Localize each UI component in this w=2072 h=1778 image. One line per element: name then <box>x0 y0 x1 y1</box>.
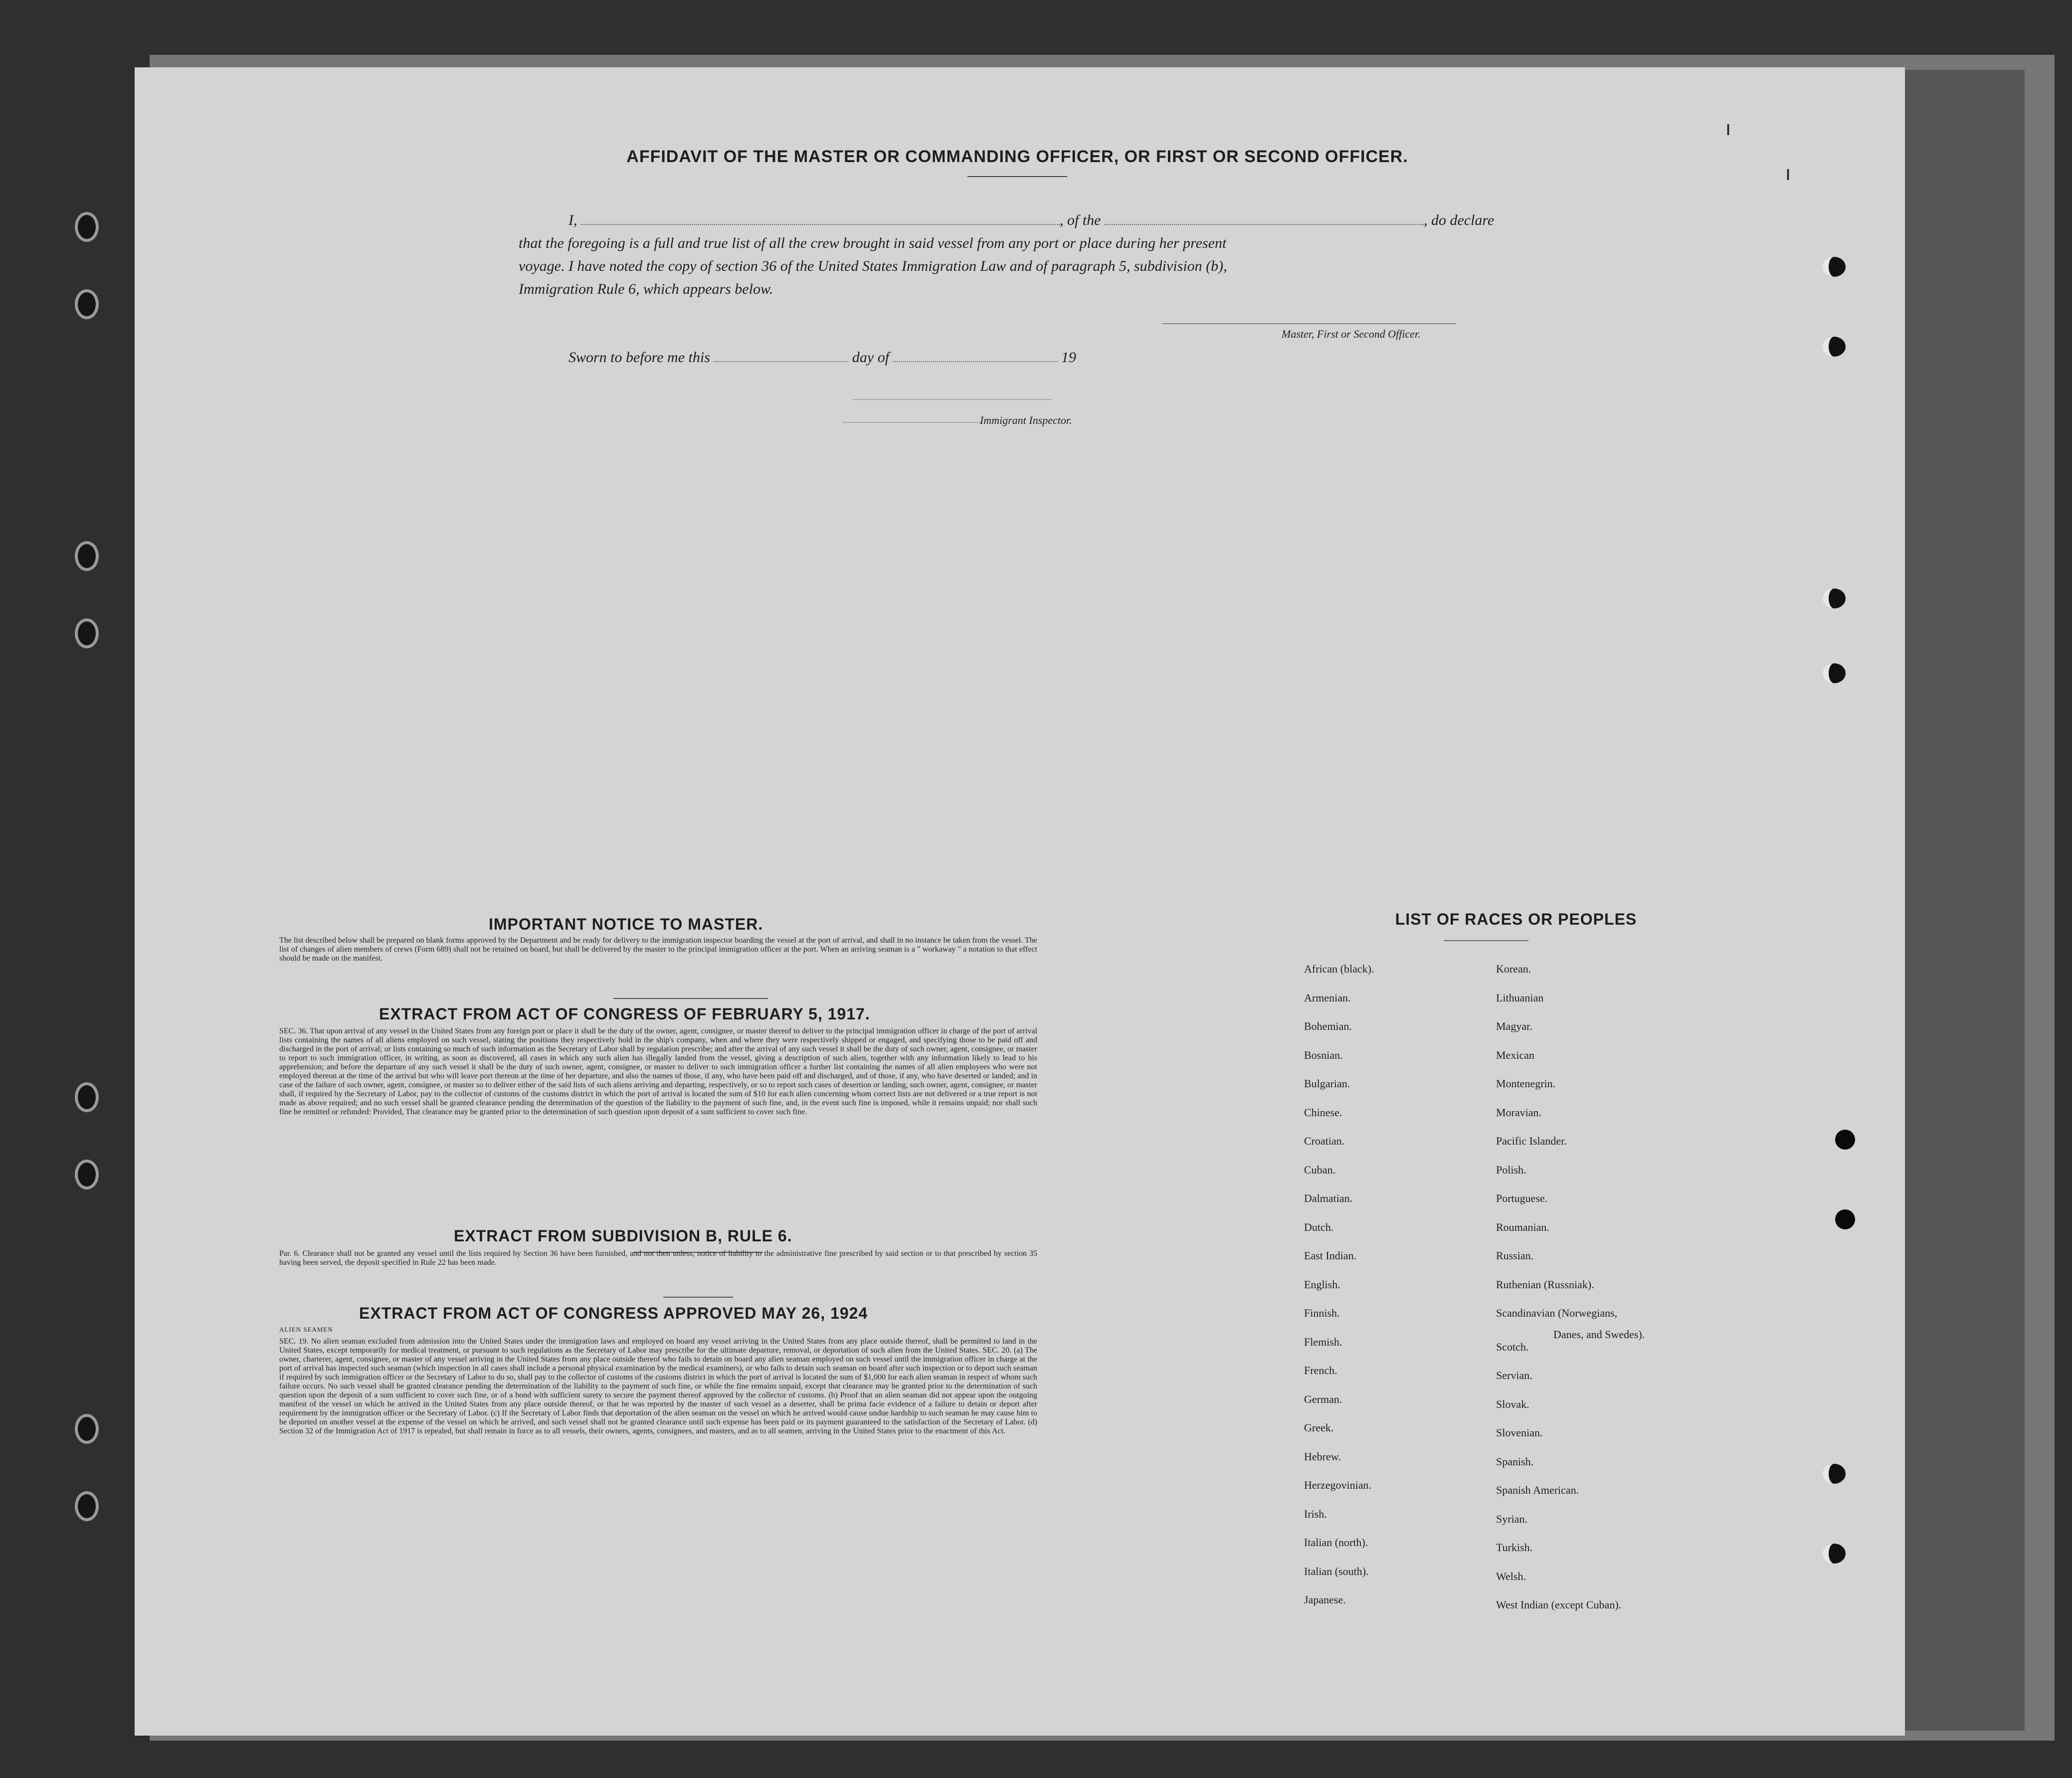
race-item: Turkish. <box>1496 1541 1533 1554</box>
race-item: Herzegovinian. <box>1304 1479 1371 1491</box>
binder-hole <box>75 1414 99 1444</box>
sworn-line <box>568 349 1076 366</box>
rule6-body: Par. 6. Clearance shall not be granted any vessel until the lists required by Section 36 have been furnished, and not then unless, notice of liability to the administrative fine prescribed by said section or to that prescribed by section 35 having been served, the deposit specified in Rule 22 has been made. <box>279 1249 1037 1267</box>
declaration-line-1 <box>568 212 1494 229</box>
race-item: Chinese. <box>1304 1106 1342 1119</box>
master-signature-label: Master, First or Second Officer. <box>1282 328 1421 340</box>
race-item: Italian (north). <box>1304 1536 1368 1549</box>
race-item: Moravian. <box>1496 1106 1542 1119</box>
handwritten-mark: ı <box>1725 117 1731 140</box>
punch-hole <box>1823 1464 1846 1484</box>
race-item: Dalmatian. <box>1304 1192 1353 1204</box>
name-blank <box>581 224 1060 225</box>
master-signature-line <box>1162 323 1456 324</box>
race-item: Bulgarian. <box>1304 1077 1350 1090</box>
race-item: Finnish. <box>1304 1307 1340 1319</box>
race-item: Hebrew. <box>1304 1450 1341 1463</box>
race-item: Bohemian. <box>1304 1020 1352 1032</box>
year-text: 19 <box>1061 349 1077 366</box>
declaration-of-the: , of the <box>1060 212 1101 228</box>
binder-hole <box>75 1082 99 1112</box>
declaration-line-2: that the foregoing is a full and true list of all the crew brought in said vessel from any port or place during her present <box>519 235 1227 251</box>
race-item: Flemish. <box>1304 1335 1342 1348</box>
extract-1917-title: EXTRACT FROM ACT OF CONGRESS OF FEBRUARY 5, 1917. <box>379 1005 870 1023</box>
race-item: Greek. <box>1304 1421 1334 1434</box>
declaration-line-4: Immigration Rule 6, which appears below. <box>519 281 773 297</box>
inspector-upper-line <box>853 399 1052 400</box>
race-item: West Indian (except Cuban). <box>1496 1598 1622 1611</box>
handwritten-mark: ı <box>1785 162 1791 185</box>
race-item: Lithuanian <box>1496 991 1544 1004</box>
race-item: German. <box>1304 1392 1342 1405</box>
race-item: Croatian. <box>1304 1135 1345 1147</box>
race-item: Russian. <box>1496 1249 1534 1262</box>
race-item: Portuguese. <box>1496 1192 1548 1204</box>
title-divider <box>967 176 1067 177</box>
declaration-declare: , do declare <box>1424 212 1495 228</box>
race-item: Bosnian. <box>1304 1048 1343 1061</box>
punch-hole <box>1823 337 1846 357</box>
race-item: Italian (south). <box>1304 1565 1369 1578</box>
race-item: Armenian. <box>1304 991 1351 1004</box>
race-item: Montenegrin. <box>1496 1077 1556 1090</box>
race-item: Slovenian. <box>1496 1426 1543 1439</box>
binder-hole <box>75 212 99 242</box>
rule6-divider <box>663 1297 733 1298</box>
race-item: Magyar. <box>1496 1020 1532 1032</box>
binder-hole <box>75 1491 99 1521</box>
race-item: Polish. <box>1496 1163 1526 1176</box>
binder-hole <box>75 541 99 571</box>
sworn-month-blank <box>893 361 1058 362</box>
races-divider <box>1444 940 1528 941</box>
punch-hole <box>1823 257 1846 277</box>
race-item: Japanese. <box>1304 1593 1346 1606</box>
race-item: Servian. <box>1496 1369 1532 1382</box>
race-item: French. <box>1304 1364 1337 1377</box>
punch-hole <box>1835 1209 1855 1229</box>
rule6-title: EXTRACT FROM SUBDIVISION B, RULE 6. <box>454 1227 792 1245</box>
inspector-signature-line <box>843 422 982 423</box>
punch-hole <box>1823 1544 1846 1564</box>
race-item: Mexican <box>1496 1048 1534 1061</box>
punch-hole <box>1823 589 1846 608</box>
races-title: LIST OF RACES OR PEOPLES <box>1395 910 1637 928</box>
punch-hole <box>1823 663 1846 683</box>
race-item: Roumanian. <box>1496 1220 1549 1233</box>
race-item: Ruthenian (Russniak). <box>1496 1278 1594 1291</box>
race-item: Scotch. <box>1496 1340 1529 1353</box>
notice-body: The list described below shall be prepared on blank forms approved by the Department and be ready for delivery to the immigration inspector boarding the vessel at the port of arrival, and shall in no instance be taken from the vessel. The list of changes of alien members of crews (Form 689) shall not be retained on board, but shall be delivered by the master to the principal immigration officer at the port. When an arriving seaman is a " workaway " a notation to that effect should be made on the manifest. <box>279 936 1037 963</box>
vessel-blank <box>1105 224 1424 225</box>
punch-hole <box>1835 1130 1855 1150</box>
race-scandinavian-cont: Danes, and Swedes). <box>1553 1328 1645 1341</box>
inspector-label: Immigrant Inspector. <box>980 414 1072 426</box>
declaration-i: I, <box>568 212 577 228</box>
race-item: Pacific Islander. <box>1496 1135 1567 1147</box>
race-item: African (black). <box>1304 963 1374 975</box>
affidavit-title: AFFIDAVIT OF THE MASTER OR COMMANDING OFFICER, OR FIRST OR SECOND OFFICER. <box>626 147 1408 166</box>
day-of-text: day of <box>852 349 890 366</box>
race-item: Spanish American. <box>1496 1484 1579 1496</box>
race-item: Scandinavian (Norwegians, <box>1496 1307 1618 1319</box>
race-item: Slovak. <box>1496 1397 1529 1410</box>
notice-divider <box>613 998 768 999</box>
extract-1917-body: SEC. 36. That upon arrival of any vessel in the United States from any foreign port or place it shall be the duty of the owner, agent, consignee, or master thereof to deliver to the principal immigration officer in charge of the port of arrival lists containing the names of all aliens employed on such vessel, stating the positions they respectively hold in the ship's company, when and where they were respectively shipped or engaged, and specifying those to be paid off and discharged in the port of arrival; or lists containing so much of such information as the Secretary of Labor shall by regulation prescribe; and after the arrival of any such vessel it shall be the duty of such owner, agent, consignee, or master to report to such immigration officer, in writing, as soon as discovered, all cases in which any such alien has illegally landed from the vessel, giving a description of such alien, together with any information likely to lead to his apprehension; and before the departure of any such vessel it shall be the duty of such owner, agent, consignee, or master to deliver to such immigration officer a further list containing the names of all alien employees who were not employed thereon at the time of the arrival but who will leave port thereon at the time of her departure, and also the names of those, if any, who have been paid off and discharged, and of those, if any, who have deserted or landed; and in case of the failure of such owner, agent, consignee, or master so to deliver either of the said lists of such aliens arriving and departing, respectively, or so to report such cases of desertion or landing, such owner, agent, consignee, or master shall, if required by the Secretary of Labor, pay to the collector of customs of the customs district in which the port of arrival is located the sum of $10 for each alien concerning whom correct lists are not delivered or a true report is not made as above required; and no such vessel shall be granted clearance pending the determination of the question of the liability to the payment of such fine, and, in the event such fine is imposed, while it remains unpaid; nor shall such fine be remitted or refunded: Provided, That clearance may be granted prior to the determination of such question upon deposit of a sum sufficient to cover such fine. <box>279 1027 1037 1116</box>
race-item: Cuban. <box>1304 1163 1335 1176</box>
race-item: Spanish. <box>1496 1455 1534 1468</box>
sworn-day-blank <box>714 361 848 362</box>
race-item: English. <box>1304 1278 1340 1291</box>
binder-hole <box>75 289 99 319</box>
declaration-line-3: voyage. I have noted the copy of section 36 of the United States Immigration Law and of paragraph 5, subdivision (b), <box>519 258 1227 274</box>
extract-1924-body: SEC. 19. No alien seaman excluded from admission into the United States under the immigration laws and employed on board any vessel arriving in the United States from any place outside thereof, shall be permitted to land in the United States, except temporarily for medical treatment, or pursuant to such regulations as the Secretary of Labor may prescribe for the ultimate departure, removal, or deportation of such alien from the United States. SEC. 20. (a) The owner, charterer, agent, consignee, or master of any vessel arriving in the United States from any place outside thereof who fails to detain on board any alien seaman employed on such vessel until the immigration officer in charge at the port of arrival has inspected such seaman (which inspection in all cases shall include a personal physical examination by the medical examiners), or who fails to detain such seaman on board after such inspection or to deport such seaman if required by such immigration officer or the Secretary of Labor to do so, shall pay to the collector of customs of the customs district in which the port of arrival is located the sum of $1,000 for each alien seaman in respect of whom such failure occurs. No such vessel shall be granted clearance pending the determination of the liability to the payment of such fine, or while the fine remains unpaid, except that clearance may be granted prior to the determination of such question upon the deposit of a sum sufficient to cover such fine, or of a bond with sufficient surety to secure the payment thereof approved by the collector of customs. (b) Proof that an alien seaman did not appear upon the outgoing manifest of the vessel on which he arrived in the United States from any place outside thereof, or that he was reported by the master of such vessel as a deserter, shall be prima facie evidence of a failure to detain or deport after requirement by the immigration officer or the Secretary of Labor. (c) If the Secretary of Labor finds that deportation of the alien seaman on the vessel on which he arrived would cause undue hardship to such seaman he may cause him to be deported on another vessel at the expense of the vessel on which he arrived, and such vessel shall not be granted clearance until such expense has been paid or its payment guaranteed to the satisfaction of the Secretary of Labor. (d) Section 32 of the Immigration Act of 1917 is repealed, but shall remain in force as to all vessels, their owners, agents, consignees, and masters, and as to all seamen, arriving in the United States prior to the enactment of this Act. <box>279 1337 1037 1435</box>
binder-hole <box>75 618 99 648</box>
extract-1924-subtitle: ALIEN SEAMEN <box>279 1326 333 1333</box>
sworn-text: Sworn to before me this <box>568 349 710 366</box>
document-page <box>135 67 1905 1736</box>
race-item: East Indian. <box>1304 1249 1357 1262</box>
notice-title: IMPORTANT NOTICE TO MASTER. <box>489 915 763 933</box>
race-item: Dutch. <box>1304 1220 1334 1233</box>
race-item: Welsh. <box>1496 1570 1526 1582</box>
extract-1924-title: EXTRACT FROM ACT OF CONGRESS APPROVED MAY 26, 1924 <box>359 1304 868 1322</box>
race-item: Korean. <box>1496 963 1531 975</box>
race-item: Syrian. <box>1496 1512 1527 1525</box>
binder-hole <box>75 1160 99 1189</box>
race-item: Irish. <box>1304 1507 1327 1520</box>
